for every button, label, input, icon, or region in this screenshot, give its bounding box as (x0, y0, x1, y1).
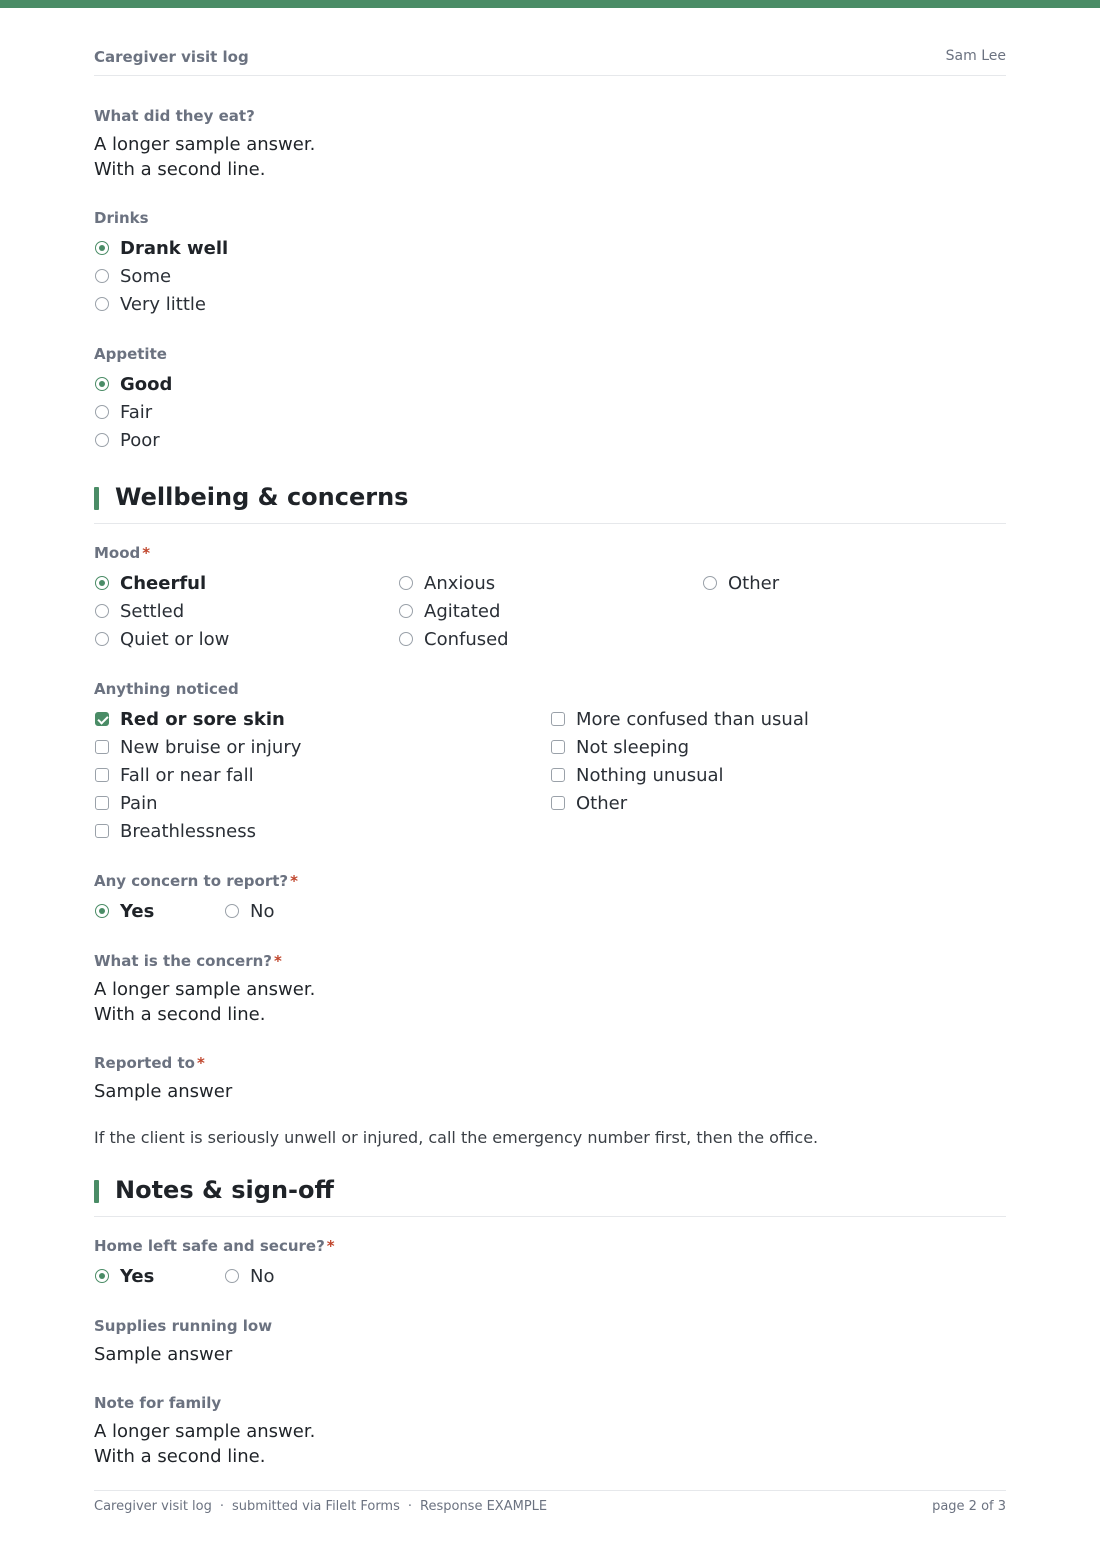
question-supplies-low (94, 1316, 1006, 1367)
radio-empty-icon (95, 405, 109, 419)
radio-empty-icon (95, 433, 109, 447)
checkbox-option[interactable]: Not sleeping (550, 733, 1006, 761)
radio-empty-icon (95, 604, 109, 618)
radio-empty-icon (399, 604, 413, 618)
question-note-for-family (94, 1393, 1006, 1469)
required-marker: * (196, 1054, 205, 1072)
radio-option[interactable]: Some (94, 262, 1006, 290)
radio-option[interactable]: Settled (94, 597, 398, 625)
answer-text: A longer sample answer. With a second line. (94, 1421, 316, 1467)
radio-option-yes[interactable]: Yes (94, 897, 224, 925)
radio-empty-icon (399, 632, 413, 646)
radio-selected-icon (95, 1269, 109, 1283)
checkbox-option[interactable]: Pain (94, 789, 550, 817)
checkbox-option[interactable]: Other (550, 789, 1006, 817)
question-label: What did they eat? (94, 107, 255, 125)
required-marker: * (290, 872, 298, 890)
required-marker: * (326, 1237, 335, 1255)
checkbox-option[interactable]: Red or sore skin (94, 705, 550, 733)
checkbox-option[interactable]: Nothing unusual (550, 761, 1006, 789)
radio-option[interactable]: Good (94, 370, 1006, 398)
radio-option[interactable]: Fair (94, 398, 1006, 426)
checkbox-empty-icon (95, 740, 109, 754)
question-label: Supplies running low (94, 1317, 273, 1335)
top-accent-bar (0, 0, 1100, 8)
page-header (94, 47, 1006, 76)
required-marker: * (274, 952, 282, 970)
radio-option[interactable]: Poor (94, 426, 1006, 454)
radio-option[interactable]: Other (702, 569, 1006, 597)
checkbox-option[interactable]: Breathlessness (94, 817, 550, 845)
section-accent-bar (94, 487, 99, 510)
radio-empty-icon (95, 297, 109, 311)
checkbox-empty-icon (551, 768, 565, 782)
radio-empty-icon (225, 904, 239, 918)
checkbox-option[interactable]: New bruise or injury (94, 733, 550, 761)
question-anything-noticed (94, 679, 1006, 845)
question-label: Reported to * (94, 1054, 205, 1072)
question-label: Anything noticed (94, 680, 239, 698)
checkbox-empty-icon (551, 796, 565, 810)
radio-empty-icon (399, 576, 413, 590)
question-label: Drinks (94, 209, 149, 227)
radio-option[interactable]: Quiet or low (94, 625, 398, 653)
emergency-note: If the client is seriously unwell or injured, call the emergency number first, then the office. (94, 1128, 819, 1147)
checkbox-option[interactable]: Fall or near fall (94, 761, 550, 789)
section-header-wellbeing (94, 480, 1006, 524)
radio-option[interactable]: Anxious (398, 569, 702, 597)
question-label: Mood * (94, 544, 151, 562)
checkbox-empty-icon (551, 740, 565, 754)
checkbox-empty-icon (551, 712, 565, 726)
question-drinks (94, 208, 1006, 318)
radio-option-no[interactable]: No (224, 1262, 354, 1290)
form-title: Caregiver visit log (94, 48, 249, 66)
section-accent-bar (94, 1180, 99, 1203)
question-what-concern (94, 951, 1006, 1027)
question-label: What is the concern? * (94, 952, 282, 970)
question-appetite (94, 344, 1006, 454)
section-title: Wellbeing & concerns (115, 483, 409, 511)
page-footer (94, 1490, 1006, 1521)
section-title: Notes & sign-off (115, 1176, 334, 1204)
section-header-notes (94, 1173, 1006, 1217)
radio-selected-icon (95, 904, 109, 918)
footer-info: Caregiver visit log · submitted via FileIt Forms · Response EXAMPLE (94, 1499, 548, 1514)
question-label: Note for family (94, 1394, 222, 1412)
checkbox-option[interactable]: More confused than usual (550, 705, 1006, 733)
radio-option[interactable]: Drank well (94, 234, 1006, 262)
checkbox-empty-icon (95, 824, 109, 838)
answer-text: Sample answer (94, 1081, 233, 1102)
radio-empty-icon (95, 632, 109, 646)
answer-text: A longer sample answer. With a second line. (94, 134, 316, 180)
checkbox-checked-icon (95, 712, 109, 726)
question-mood (94, 543, 1006, 653)
respondent-name: Sam Lee (945, 48, 1006, 64)
radio-option-yes[interactable]: Yes (94, 1262, 224, 1290)
radio-selected-icon (95, 377, 109, 391)
question-any-concern (94, 871, 1006, 925)
answer-text: A longer sample answer. With a second line. (94, 979, 316, 1025)
radio-selected-icon (95, 576, 109, 590)
question-reported-to (94, 1053, 1006, 1104)
radio-selected-icon (95, 241, 109, 255)
radio-option[interactable]: Agitated (398, 597, 702, 625)
radio-option[interactable]: Very little (94, 290, 1006, 318)
question-label: Appetite (94, 345, 167, 363)
question-what-eaten (94, 106, 1006, 182)
radio-empty-icon (225, 1269, 239, 1283)
radio-empty-icon (703, 576, 717, 590)
required-marker: * (142, 544, 151, 562)
question-label: Any concern to report? * (94, 872, 298, 890)
radio-option[interactable]: Confused (398, 625, 702, 653)
checkbox-empty-icon (95, 796, 109, 810)
page-number: page 2 of 3 (932, 1499, 1006, 1514)
radio-empty-icon (95, 269, 109, 283)
checkbox-empty-icon (95, 768, 109, 782)
question-home-safe (94, 1236, 1006, 1290)
question-label: Home left safe and secure? * (94, 1237, 335, 1255)
answer-text: Sample answer (94, 1344, 233, 1365)
radio-option[interactable]: Cheerful (94, 569, 398, 597)
form-content (94, 106, 1006, 1495)
radio-option-no[interactable]: No (224, 897, 354, 925)
